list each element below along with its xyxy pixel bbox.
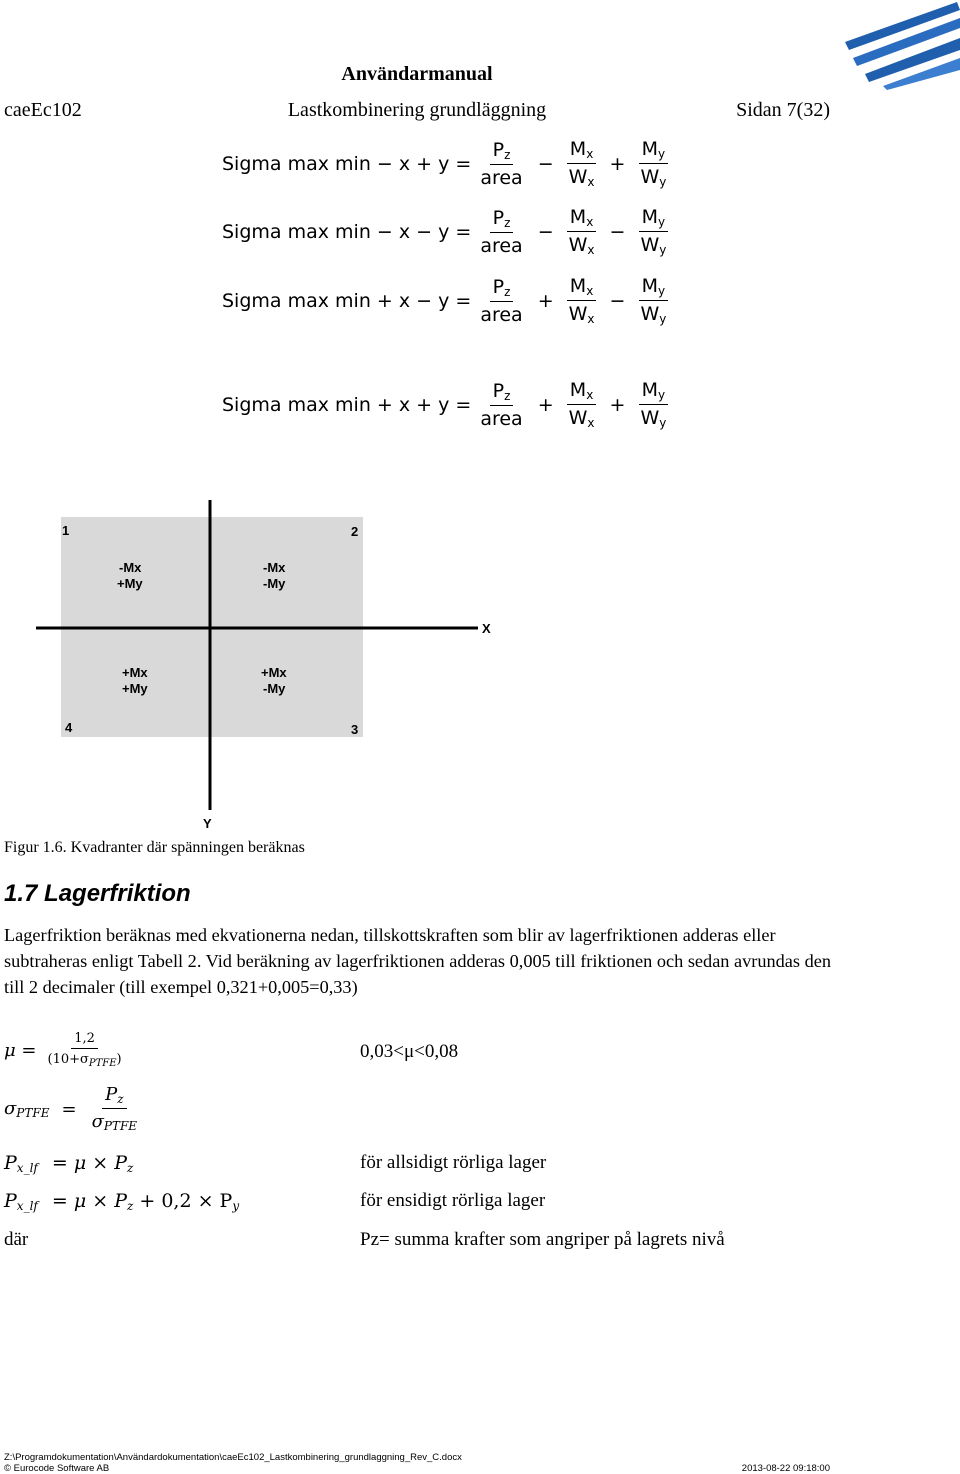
term-my-den-sub: y — [659, 312, 667, 326]
sigma-ptfe-formula — [4, 1086, 146, 1132]
section-heading: 1.7 Lagerfriktion — [4, 880, 191, 907]
operator-1: + — [537, 290, 554, 312]
term-pz — [477, 138, 525, 189]
term-mx-den-sub: x — [587, 416, 595, 430]
term-pz — [477, 275, 525, 326]
term-my-num-sub: y — [658, 215, 666, 229]
mu-denominator — [45, 1049, 125, 1069]
equation-lhs: Sigma max min + x + y = — [222, 394, 472, 416]
sigma-numerator — [102, 1086, 126, 1109]
term-my-den-sub: y — [659, 175, 667, 189]
y-axis-label: Y — [203, 816, 212, 831]
pz-description: Pz= summa krafter som angriper på lagrets nivå — [360, 1229, 725, 1250]
term-my-num-sub: y — [658, 284, 666, 298]
corner-label-2: 2 — [351, 524, 359, 539]
term-my-num: M — [641, 379, 659, 401]
term-pz-num-sub: z — [504, 215, 511, 230]
quadrant-4-mx: +Mx — [122, 665, 148, 680]
mu-den-close: ) — [116, 1052, 122, 1067]
term-mx-num: M — [569, 379, 587, 401]
term-my-num: M — [641, 206, 659, 228]
term-my — [637, 277, 669, 325]
operator-1: − — [537, 153, 554, 175]
term-my — [637, 208, 669, 256]
term-my-den: W — [640, 234, 660, 256]
pxlf2-rhs-sub: z — [126, 1199, 134, 1213]
operator-1: − — [537, 221, 554, 243]
sigma-equation-3 — [222, 277, 675, 325]
term-mx-den-sub: x — [587, 312, 595, 326]
term-mx-den-sub: x — [587, 175, 595, 189]
term-my — [637, 381, 669, 429]
operator-1: + — [537, 394, 554, 416]
mu-numerator: 1,2 — [71, 1032, 98, 1049]
footer-date: 2013-08-22 09:18:00 — [741, 1463, 830, 1474]
sigma-lhs — [4, 1098, 49, 1120]
term-mx — [566, 277, 598, 325]
term-mx-num-sub: x — [586, 284, 594, 298]
term-pz-num: P — [492, 275, 505, 298]
operator-2: + — [609, 394, 626, 416]
corner-label-3: 3 — [351, 722, 359, 737]
pxlf1-rhs-sub: z — [126, 1161, 134, 1175]
term-pz-num-sub: z — [504, 284, 511, 299]
term-mx-num: M — [569, 206, 587, 228]
operator-2: − — [609, 290, 626, 312]
corner-label-1: 1 — [62, 523, 70, 538]
term-pz-den: area — [480, 166, 523, 189]
term-my-den: W — [640, 166, 660, 188]
sigma-denominator — [89, 1109, 140, 1132]
pxlf1-sub: x_lf — [16, 1161, 38, 1175]
term-pz — [477, 206, 525, 257]
document-title: Användarmanual — [341, 63, 493, 85]
pxlf1-description: för allsidigt rörliga lager — [360, 1152, 547, 1173]
header-product: caeEc102 — [4, 99, 82, 121]
term-mx — [566, 381, 598, 429]
equation-lhs: Sigma max min − x + y = — [222, 153, 472, 175]
term-mx-den: W — [568, 166, 588, 188]
sigma-num-sub: z — [117, 1092, 124, 1106]
header-page-number: Sidan 7(32) — [736, 99, 830, 121]
pxlf2-rhs: = μ × P — [51, 1190, 127, 1212]
term-mx-den-sub: x — [587, 243, 595, 257]
term-pz — [477, 379, 525, 430]
quadrant-3-my: -My — [263, 681, 286, 696]
term-mx-num: M — [569, 138, 587, 160]
term-mx-num-sub: x — [586, 215, 594, 229]
equation-lhs: Sigma max min − x − y = — [222, 221, 472, 243]
pxlf2-description: för ensidigt rörliga lager — [360, 1190, 546, 1211]
term-pz-num-sub: z — [504, 388, 511, 403]
quadrant-2-my: -My — [263, 576, 286, 591]
quadrant-figure — [30, 495, 510, 835]
mu-den-sub: PTFE — [88, 1058, 117, 1069]
term-mx — [566, 140, 598, 188]
pxlf2-lhs: P — [4, 1190, 17, 1212]
term-mx-den: W — [568, 234, 588, 256]
quadrant-1-my: +My — [117, 576, 143, 591]
term-mx — [566, 208, 598, 256]
page-header — [4, 99, 830, 122]
pxlf-formula-all — [4, 1152, 133, 1175]
term-my-num-sub: y — [658, 147, 666, 161]
pxlf2-sub: x_lf — [16, 1199, 38, 1213]
header-chapter: Lastkombinering grundläggning — [287, 99, 547, 121]
x-axis-label: X — [482, 621, 491, 636]
sigma-lhs-sub: PTFE — [16, 1106, 50, 1120]
term-pz-num: P — [492, 206, 505, 229]
sigma-equation-1 — [222, 140, 675, 188]
figure-caption: Figur 1.6. Kvadranter där spänningen beräknas — [4, 839, 305, 856]
term-pz-den: area — [480, 234, 523, 257]
sigma-den-text: σ — [91, 1111, 104, 1132]
pxlf1-rhs: = μ × P — [51, 1152, 127, 1174]
term-my-den: W — [640, 303, 660, 325]
term-mx-num: M — [569, 275, 587, 297]
dar-label: där — [4, 1229, 29, 1250]
operator-2: + — [609, 153, 626, 175]
term-my-num: M — [641, 275, 659, 297]
corner-label-4: 4 — [65, 720, 73, 735]
section-paragraph: Lagerfriktion beräknas med ekvationerna nedan, tillskottskraften som blir av lagerfriktionen adderas eller subtraheras enligt Tabell 2. Vid beräkning av lagerfriktionen adderas 0,005 till friktionen och sedan avrundas den till 2 decimaler (till exempel 0,321+0,005=0,33) — [4, 925, 831, 997]
sigma-lhs-text: σ — [4, 1098, 17, 1119]
term-pz-num-sub: z — [504, 147, 511, 162]
quadrant-4-my: +My — [122, 681, 148, 696]
footer-file-path: Z:\Programdokumentation\Användardokumentation\caeEc102_Lastkombinering_grundlaggning_Rev_C.docx — [4, 1452, 462, 1463]
company-logo — [835, 0, 960, 90]
term-my-den-sub: y — [659, 243, 667, 257]
quadrant-2-mx: -Mx — [263, 560, 286, 575]
term-my-num: M — [641, 138, 659, 160]
term-pz-num: P — [492, 379, 505, 402]
term-mx-num-sub: x — [586, 147, 594, 161]
mu-lhs: μ = — [4, 1040, 37, 1061]
term-pz-num: P — [492, 138, 505, 161]
pxlf-formula-single — [4, 1190, 239, 1213]
sigma-equation-4 — [222, 381, 675, 429]
mu-range: 0,03<μ<0,08 — [360, 1041, 459, 1062]
pxlf2-rhs2: + 0,2 × P — [139, 1190, 233, 1212]
footer-company: © Eurocode Software AB — [4, 1463, 110, 1474]
term-pz-den: area — [480, 303, 523, 326]
term-my-den: W — [640, 407, 660, 429]
sigma-den-sub: PTFE — [103, 1119, 138, 1133]
mu-formula — [4, 1032, 131, 1069]
term-pz-den: area — [480, 407, 523, 430]
term-mx-den: W — [568, 407, 588, 429]
pxlf2-rhs2-sub: y — [232, 1199, 240, 1213]
sigma-equation-2 — [222, 208, 675, 256]
sigma-equals: = — [61, 1098, 77, 1120]
operator-2: − — [609, 221, 626, 243]
pxlf1-lhs: P — [4, 1152, 17, 1174]
term-mx-den: W — [568, 303, 588, 325]
quadrant-1-mx: -Mx — [119, 560, 142, 575]
mu-den-text: (10+σ — [47, 1052, 89, 1067]
quadrant-3-mx: +Mx — [261, 665, 287, 680]
term-my-den-sub: y — [659, 416, 667, 430]
term-my-num-sub: y — [658, 388, 666, 402]
term-mx-num-sub: x — [586, 388, 594, 402]
equation-lhs: Sigma max min + x − y = — [222, 290, 472, 312]
sigma-num-text: P — [105, 1084, 118, 1105]
term-my — [637, 140, 669, 188]
